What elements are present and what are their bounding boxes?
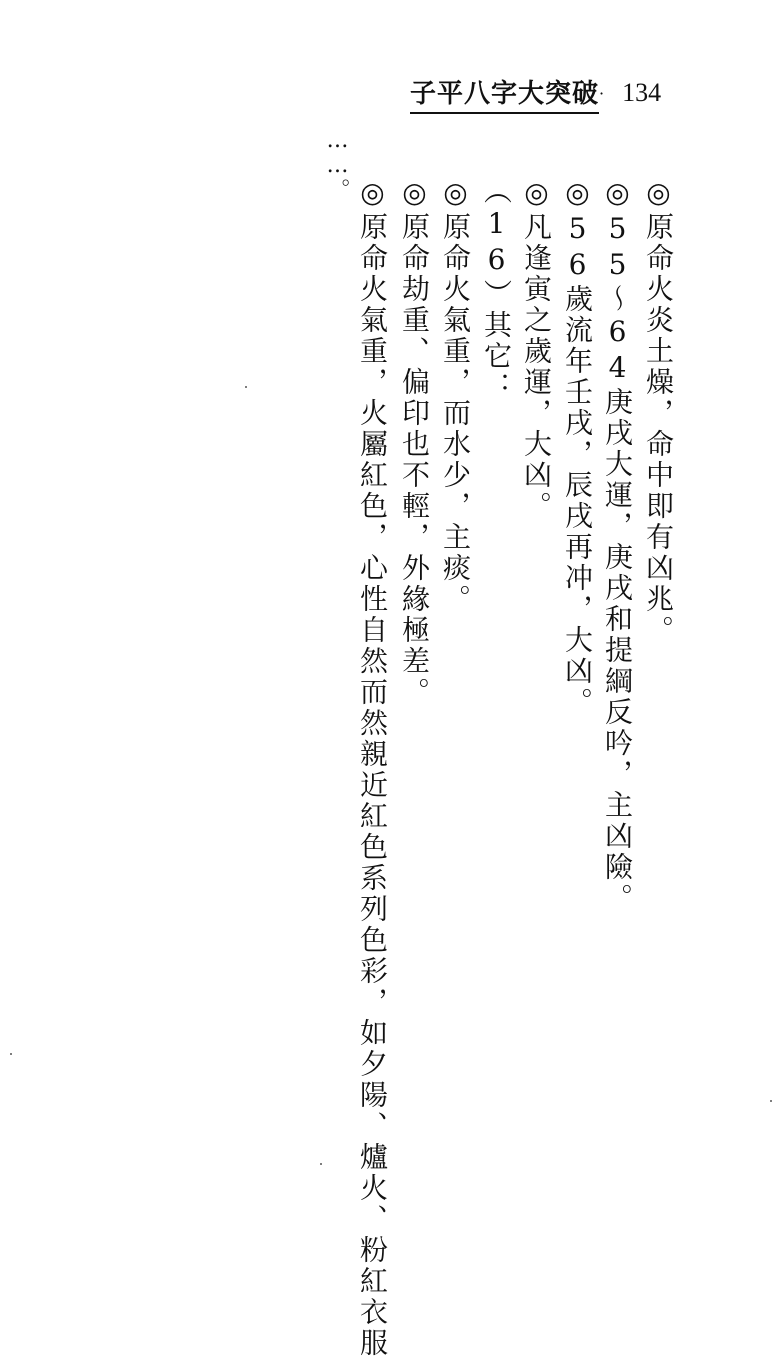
scan-speck (770, 1100, 772, 1102)
text-column-4: ◎凡逢寅之歲運，大凶。 (520, 176, 553, 522)
continuation-ellipsis: ……。 (325, 128, 350, 200)
running-header (410, 76, 661, 110)
scan-speck (245, 386, 247, 388)
text-column-7: ◎原命劫重、偏印也不輕，外緣極差。 (398, 176, 431, 708)
text-column-8: ◎原命火氣重，火屬紅色，心性自然而然親近紅色系列色彩，如夕陽、爐火、粉紅衣服 (356, 176, 389, 1359)
header-bullet: · (599, 83, 605, 103)
page-number: 134 (622, 78, 662, 107)
book-title: 子平八字大突破 (410, 73, 599, 114)
text-column-6: ◎原命火氣重，而水少，主痰。 (439, 176, 472, 615)
scan-speck (10, 1053, 12, 1055)
scan-speck (320, 1163, 322, 1165)
text-column-3: ◎56歲流年壬戌，辰戌再冲，大凶。 (561, 176, 594, 718)
section-heading-16: （16）其它： (480, 176, 513, 403)
text-column-2: ◎55～64庚戌大運，庚戌和提綱反吟，主凶險。 (601, 176, 634, 914)
text-column-1: ◎原命火炎土燥，命中即有凶兆。 (642, 176, 675, 646)
